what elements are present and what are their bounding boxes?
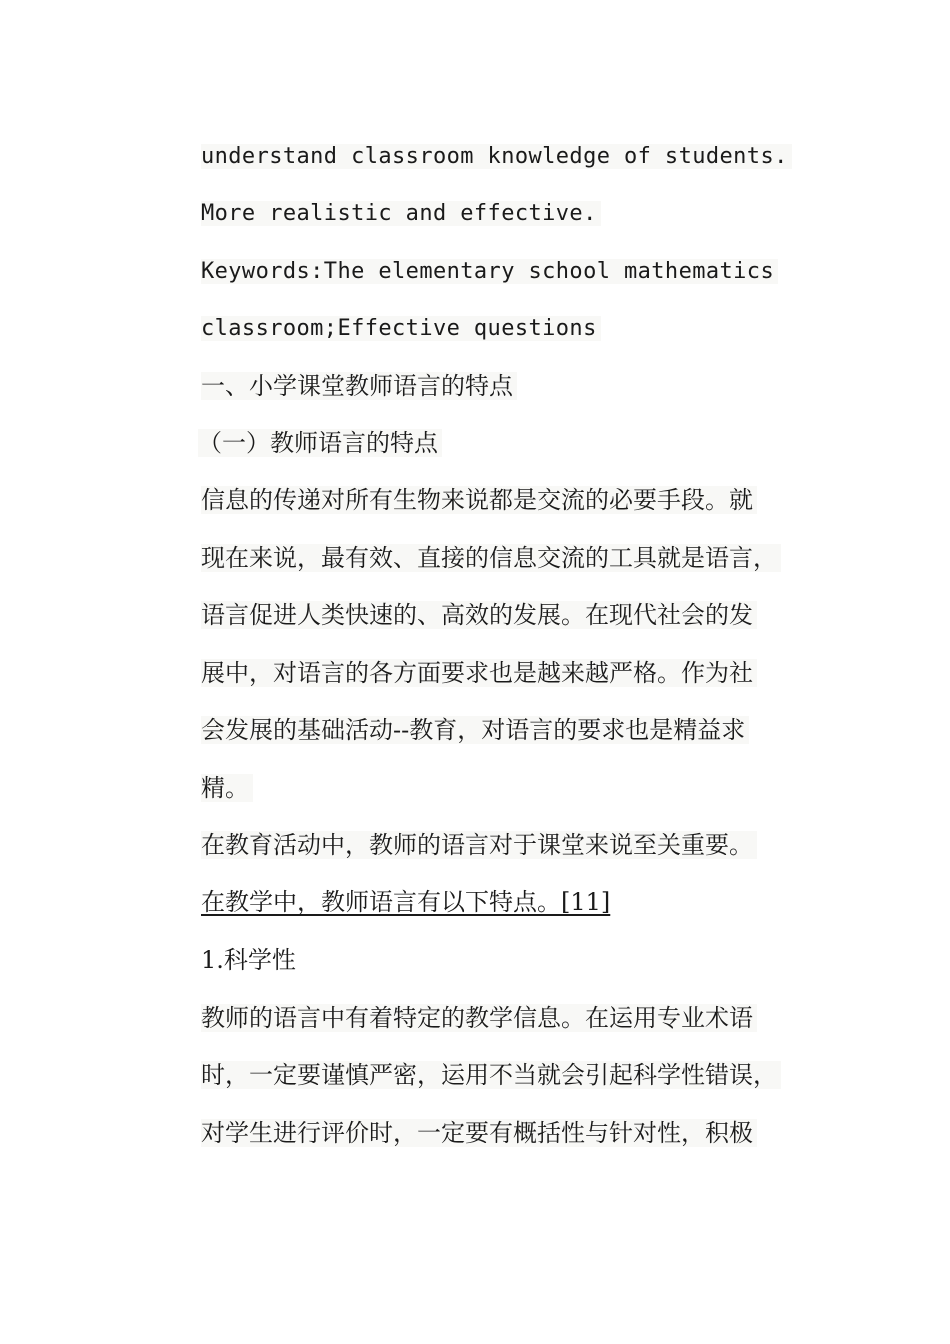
keywords-text: classroom;Effective questions — [201, 316, 601, 341]
paragraph-text: 精。 — [201, 774, 253, 802]
paragraph-text: 现在来说，最有效、直接的信息交流的工具就是语言， — [201, 544, 781, 572]
abstract-line — [201, 192, 601, 236]
section-heading-text: 一、小学课堂教师语言的特点 — [201, 372, 517, 400]
paragraph-line — [201, 823, 757, 867]
paragraph-line — [201, 478, 757, 522]
paragraph-text: 教师的语言中有着特定的教学信息。在运用专业术语 — [201, 1004, 757, 1032]
paragraph-line — [201, 536, 781, 580]
citation-text: 在教学中，教师语言有以下特点。[11] — [201, 888, 611, 916]
item-title-text: 1.科学性 — [201, 946, 296, 974]
subsection-heading — [198, 421, 442, 465]
keywords-text: Keywords:The elementary school mathematics — [201, 259, 778, 284]
keywords-line — [201, 307, 601, 351]
paragraph-text: 在教育活动中，教师的语言对于课堂来说至关重要。 — [201, 831, 757, 859]
paragraph-text: 时，一定要谨慎严密，运用不当就会引起科学性错误， — [201, 1061, 781, 1089]
paragraph-text: 会发展的基础活动--教育，对语言的要求也是精益求 — [201, 716, 749, 744]
paragraph-text: 语言促进人类快速的、高效的发展。在现代社会的发 — [201, 601, 757, 629]
paragraph-line — [201, 1111, 757, 1155]
subsection-heading-text: （一）教师语言的特点 — [198, 429, 442, 457]
paragraph-line — [201, 766, 253, 810]
paragraph-text: 对学生进行评价时，一定要有概括性与针对性，积极 — [201, 1119, 757, 1147]
paragraph-line — [201, 708, 749, 752]
section-heading — [201, 364, 517, 408]
citation-line — [201, 880, 610, 924]
item-title — [201, 938, 296, 982]
paragraph-text: 信息的传递对所有生物来说都是交流的必要手段。就 — [201, 486, 757, 514]
paragraph-line — [201, 996, 757, 1040]
paragraph-line — [201, 651, 757, 695]
paragraph-line — [201, 593, 757, 637]
paragraph-text: 展中，对语言的各方面要求也是越来越严格。作为社 — [201, 659, 757, 687]
abstract-text: understand classroom knowledge of students. — [201, 144, 792, 169]
paragraph-line — [201, 1053, 781, 1097]
keywords-line — [201, 250, 778, 294]
abstract-text: More realistic and effective. — [201, 201, 601, 226]
abstract-line — [201, 135, 792, 179]
